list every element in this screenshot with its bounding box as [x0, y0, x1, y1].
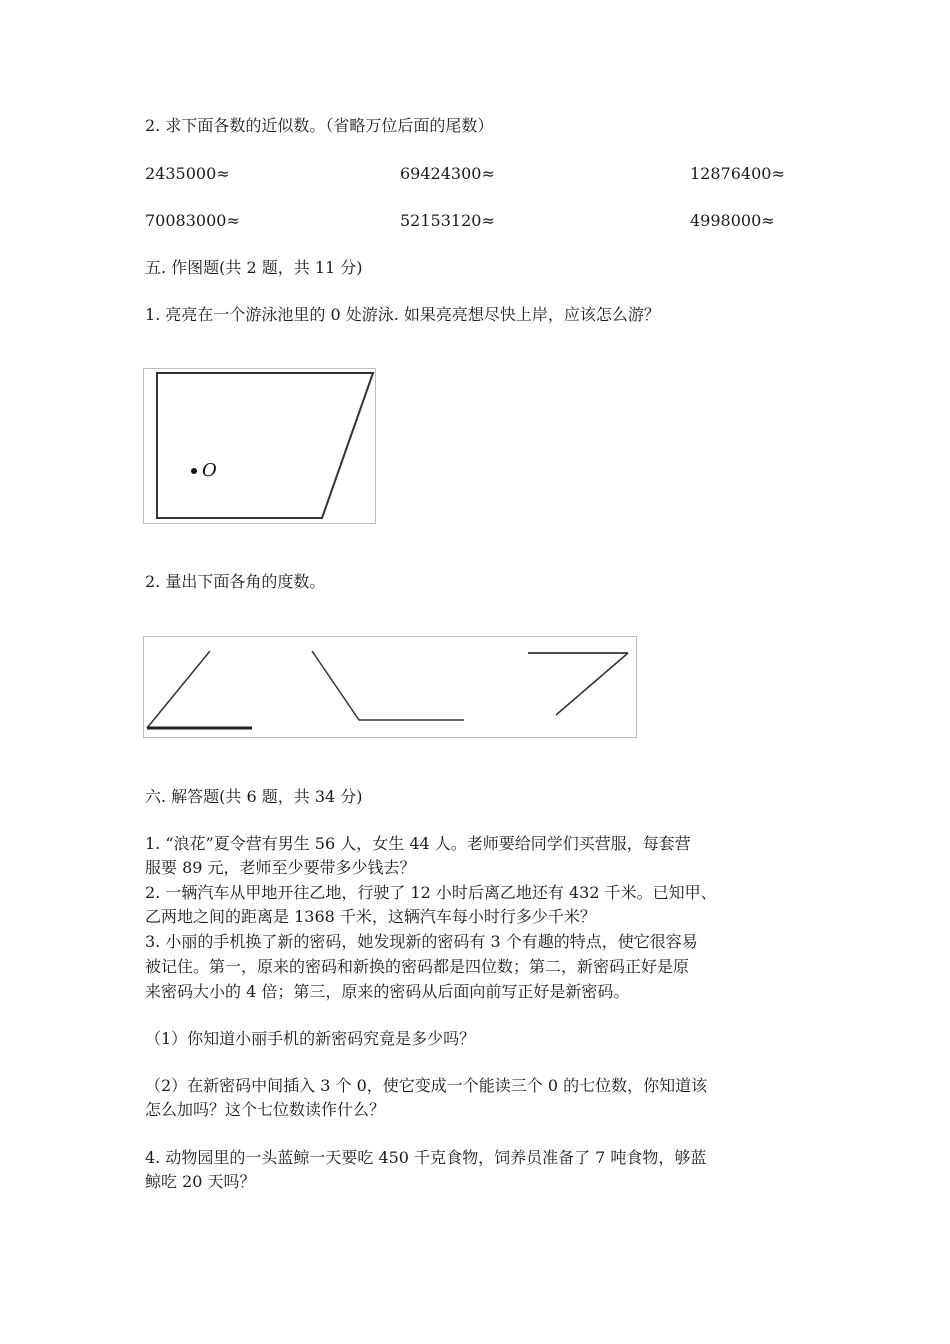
problem-text: 服要 89 元，老师至少要带多少钱去？ [145, 858, 416, 877]
approx-item: 69424300≈ [400, 164, 495, 183]
question-text: 2. 量出下面各角的度数。 [145, 572, 326, 591]
problem-text: 被记住。第一，原来的密码和新换的密码都是四位数；第二，新密码正好是原 [145, 957, 690, 976]
problem-text: 鲸吃 20 天吗？ [145, 1172, 256, 1191]
section-header: 六. 解答题(共 6 题，共 34 分) [145, 787, 363, 806]
subquestion-text: （1）你知道小丽手机的新密码究竟是多少吗？ [145, 1029, 476, 1048]
pool-figure [143, 368, 376, 524]
angles-figure [143, 636, 637, 738]
problem-text: 2. 一辆汽车从甲地开往乙地，行驶了 12 小时后离乙地还有 432 千米。已知甲、 [145, 883, 717, 902]
problem-text: 1. “浪花”夏令营有男生 56 人，女生 44 人。老师要给同学们买营服，每套营 [145, 834, 691, 853]
subquestion-text: 怎么加吗？这个七位数读作什么？ [145, 1100, 386, 1119]
approx-item: 4998000≈ [690, 211, 775, 230]
problem-text: 来密码大小的 4 倍；第三，原来的密码从后面向前写正好是新密码。 [145, 982, 630, 1001]
problem-text: 3. 小丽的手机换了新的密码，她发现新的密码有 3 个有趣的特点，使它很容易 [145, 932, 698, 951]
subquestion-text: （2）在新密码中间插入 3 个 0，使它变成一个能读三个 0 的七位数，你知道该 [145, 1076, 708, 1095]
question-text: 1. 亮亮在一个游泳池里的 0 处游泳. 如果亮亮想尽快上岸，应该怎么游？ [145, 305, 660, 324]
question-prompt: 2. 求下面各数的近似数。（省略万位后面的尾数） [145, 116, 494, 135]
point-o [191, 468, 197, 474]
approx-item: 52153120≈ [400, 211, 495, 230]
angle-2 [312, 651, 464, 720]
problem-text: 4. 动物园里的一头蓝鲸一天要吃 450 千克食物，饲养员准备了 7 吨食物，够蓝 [145, 1148, 707, 1167]
angle-3 [528, 653, 628, 715]
approx-item: 2435000≈ [145, 164, 230, 183]
section-header: 五. 作图题(共 2 题，共 11 分) [145, 258, 363, 277]
approx-item: 12876400≈ [690, 164, 785, 183]
problem-text: 乙两地之间的距离是 1368 千米，这辆汽车每小时行多少千米？ [145, 907, 596, 926]
pool-outline [157, 373, 373, 518]
angle-1 [147, 651, 252, 728]
point-label: O [202, 460, 217, 481]
approx-item: 70083000≈ [145, 211, 240, 230]
